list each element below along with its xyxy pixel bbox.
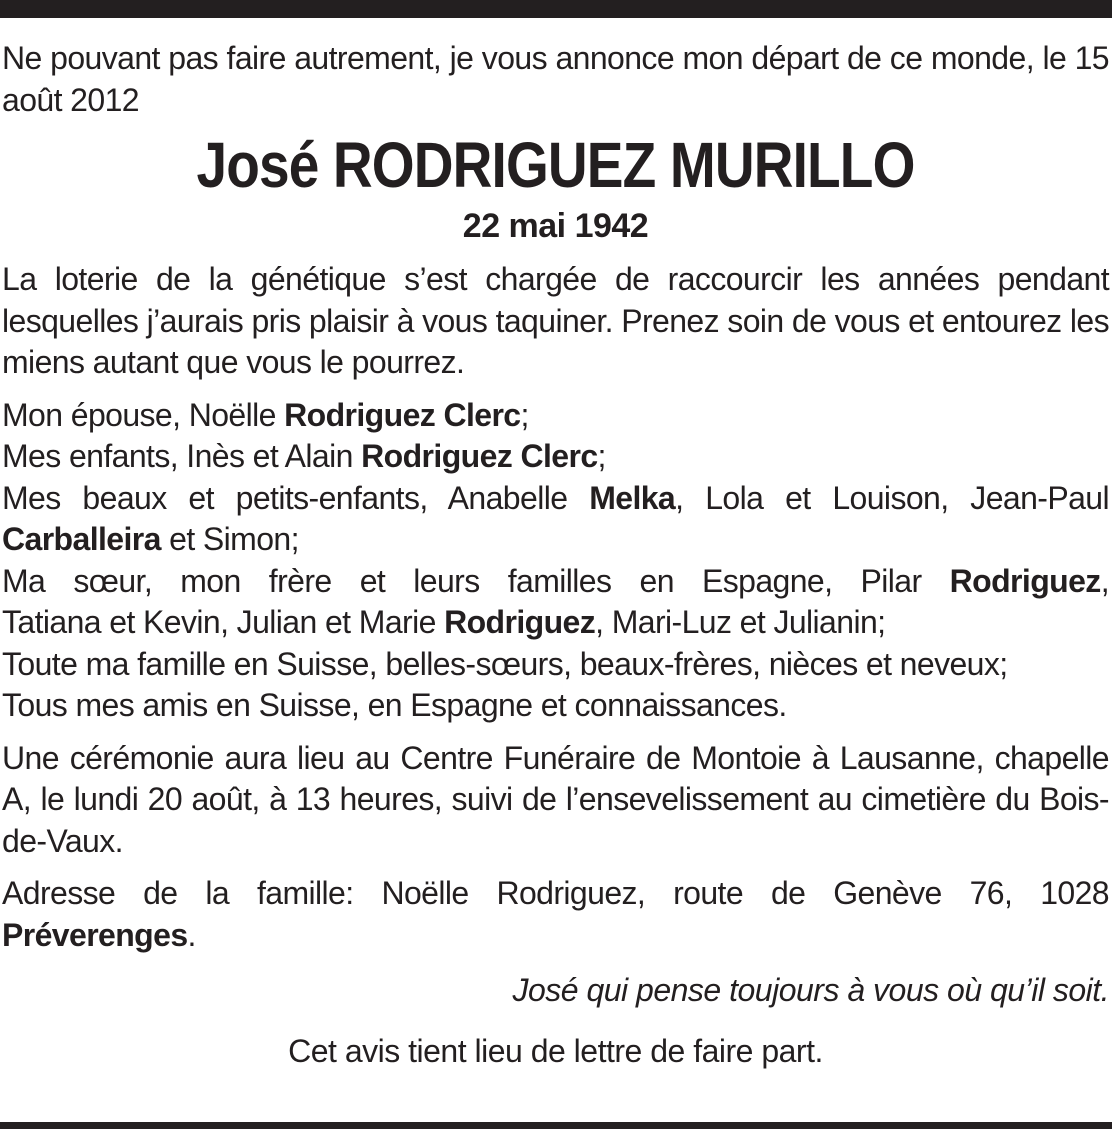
family-line-grandchildren: Mes beaux et petits-enfants, Anabelle Melka, Lola et Louison, Jean-Paul <box>2 479 1109 516</box>
deceased-name: José RODRIGUEZ MURILLO <box>196 129 915 201</box>
message-paragraph: La loterie de la génétique s’est chargée de raccourcir les années pendant lesquelles j’aurais pris plaisir à vous taquiner. Prenez soin de vous et entourez les miens autant que vous le pourrez. <box>2 261 1109 380</box>
footer-note: Cet avis tient lieu de lettre de faire part. <box>288 1033 823 1069</box>
obituary-notice <box>2 38 1109 1072</box>
family-address: Adresse de la famille: Noëlle Rodriguez, route de Genève 76, 1028 Préverenges. <box>2 875 1109 953</box>
intro-text: Ne pouvant pas faire autrement, je vous annonce mon départ de ce monde, le 15 août 2012 <box>2 40 1109 118</box>
ceremony-paragraph: Une cérémonie aura lieu au Centre Funéraire de Montoie à Lausanne, chapelle A, le lundi 20 août, à 13 heures, suivi de l’ensevelissement au cimetière du Bois-de-Vaux. <box>2 739 1109 859</box>
family-line-children: Mes enfants, Inès et Alain Rodriguez Clerc; <box>2 438 606 474</box>
birth-date: 22 mai 1942 <box>462 207 649 245</box>
family-line-grandchildren-cont: Carballeira et Simon; <box>2 521 299 557</box>
family-line-siblings: Ma sœur, mon frère et leurs familles en Espagne, Pilar Rodriguez, <box>2 562 1109 599</box>
family-line-spouse: Mon épouse, Noëlle Rodriguez Clerc; <box>2 396 529 433</box>
top-border-rule <box>0 0 1112 18</box>
family-line-friends: Tous mes amis en Suisse, en Espagne et connaissances. <box>2 687 787 723</box>
bottom-border-rule <box>0 1122 1112 1129</box>
address-city: Préverenges <box>2 916 188 953</box>
family-line-siblings-cont: Tatiana et Kevin, Julian et Marie Rodriguez, Mari-Luz et Julianin; <box>2 604 886 640</box>
signature-line: José qui pense toujours à vous où qu’il soit. <box>512 972 1109 1008</box>
family-list <box>2 395 1109 727</box>
family-line-swiss-family: Toute ma famille en Suisse, belles-sœurs, beaux-frères, nièces et neveux; <box>2 645 1008 682</box>
